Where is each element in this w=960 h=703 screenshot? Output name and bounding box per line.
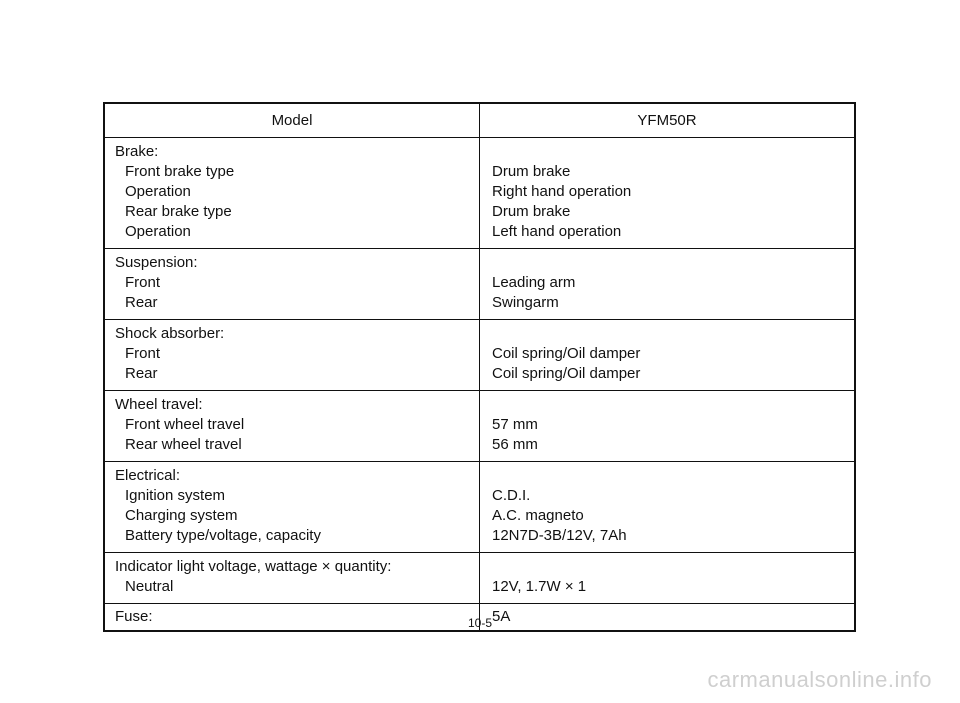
section-title: Electrical:: [115, 467, 181, 484]
spec-label: Front: [125, 345, 161, 362]
watermark: carmanualsonline.info: [707, 667, 932, 692]
section-title: Suspension:: [115, 254, 198, 271]
fuse-value: 5A: [492, 608, 511, 625]
spec-label: Rear brake type: [125, 203, 232, 220]
spec-value: A.C. magneto: [492, 507, 584, 524]
suspension-labels: [105, 249, 480, 319]
electrical-labels: [105, 462, 480, 552]
spec-label: Charging system: [125, 507, 238, 524]
spec-label: Front: [125, 274, 161, 291]
header-model-label: Model: [105, 104, 480, 137]
shock-absorber-labels: [105, 320, 480, 390]
spec-value: Right hand operation: [492, 183, 632, 200]
spec-value: Coil spring/Oil damper: [492, 345, 641, 362]
brake-values: [480, 138, 854, 248]
spec-value: 56 mm: [492, 436, 538, 453]
indicator-light-values: [480, 553, 854, 603]
spec-value: Drum brake: [492, 203, 571, 220]
spec-value: 12V, 1.7W × 1: [492, 578, 587, 595]
fuse-label: Fuse:: [115, 608, 153, 625]
spec-value: Coil spring/Oil damper: [492, 365, 641, 382]
shock-absorber-values: [480, 320, 854, 390]
brake-labels: [105, 138, 480, 248]
spec-value: Drum brake: [492, 163, 571, 180]
table-row-brake: [105, 137, 854, 248]
suspension-values: [480, 249, 854, 319]
spec-table: [103, 102, 856, 632]
spec-label: Operation: [125, 223, 191, 240]
indicator-light-labels: [105, 553, 480, 603]
table-row-suspension: [105, 248, 854, 319]
spec-value: 57 mm: [492, 416, 538, 433]
spec-value: Swingarm: [492, 294, 559, 311]
table-header-row: [105, 104, 854, 137]
table-row-wheel-travel: [105, 390, 854, 461]
section-title: Wheel travel:: [115, 396, 203, 413]
table-row-electrical: [105, 461, 854, 552]
page-number: 10-5: [467, 616, 493, 630]
section-title: Brake:: [115, 143, 159, 160]
wheel-travel-values: [480, 391, 854, 461]
spec-label: Front brake type: [125, 163, 235, 180]
spec-label: Front wheel travel: [125, 416, 245, 433]
spec-label: Rear wheel travel: [125, 436, 242, 453]
spec-label: Rear: [125, 294, 158, 311]
electrical-values: [480, 462, 854, 552]
spec-value: Leading arm: [492, 274, 576, 291]
header-model-value: YFM50R: [637, 112, 697, 129]
spec-value: 12N7D-3B/12V, 7Ah: [492, 527, 627, 544]
wheel-travel-labels: [105, 391, 480, 461]
spec-label: Operation: [125, 183, 191, 200]
section-title: Indicator light voltage, wattage × quantity:: [115, 558, 392, 575]
spec-label: Battery type/voltage, capacity: [125, 527, 321, 544]
spec-label: Ignition system: [125, 487, 226, 504]
section-title: Shock absorber:: [115, 325, 225, 342]
spec-value: C.D.I.: [492, 487, 531, 504]
spec-label: Rear: [125, 365, 158, 382]
spec-value: Left hand operation: [492, 223, 622, 240]
spec-label: Neutral: [125, 578, 174, 595]
table-row-shock-absorber: [105, 319, 854, 390]
table-row-indicator-light: [105, 552, 854, 603]
